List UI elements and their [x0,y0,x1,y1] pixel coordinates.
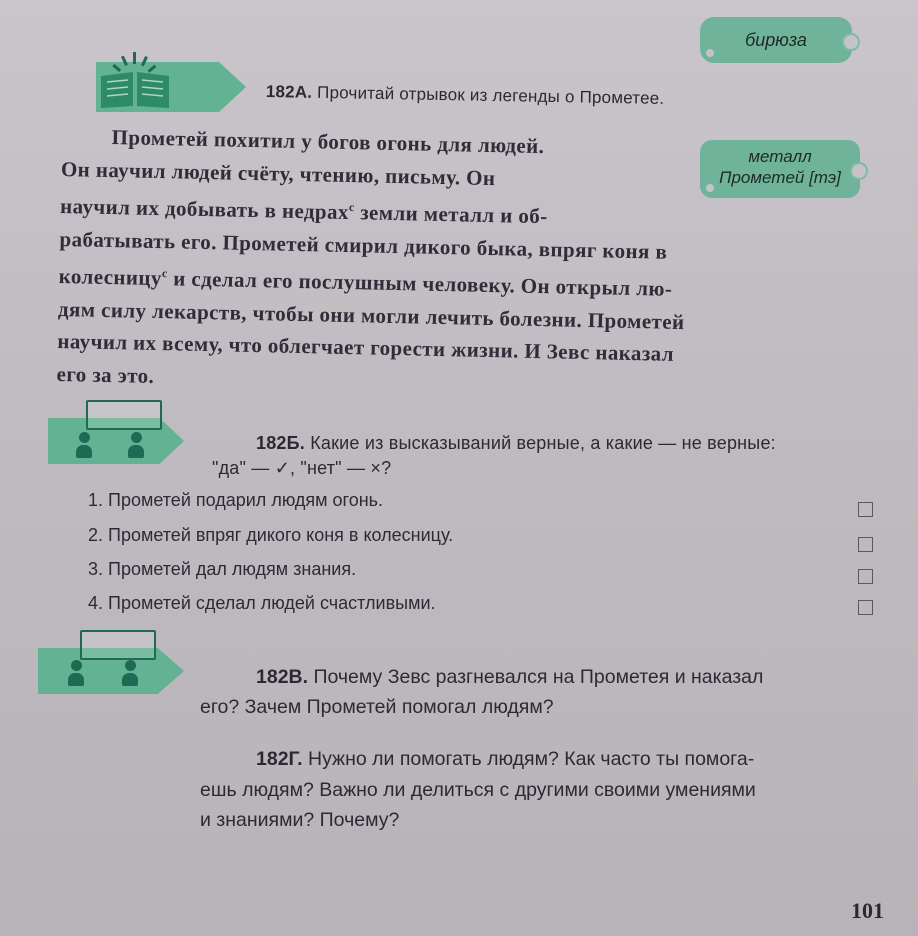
board-icon-b [86,400,162,430]
legend-sup-2: с [161,266,168,281]
legend-line-3a: научил их добывать в недрах [59,193,350,225]
task-182v-number: 182В. [256,666,309,688]
vocab-tag-top [700,17,852,63]
person-icon [122,660,138,686]
vocab-word-prometey: Прометей [тэ] [719,168,841,187]
task-182g-line1: Нужно ли помогать людям? Как часто ты помога- [308,748,755,770]
vocab-word-biryuza: бирюза [745,30,807,50]
statement-4: 4. Прометей сделал людей счастливыми. [88,593,436,613]
task-182a-instruction: Прочитай отрывок из легенды о Прометее. [316,82,665,108]
answer-checkbox-1[interactable] [858,502,873,517]
legend-line-1: Прометей похитил у богов огонь для людей. [111,125,545,159]
task-182b-instruction: Какие из высказываний верные, а какие — не верные: [310,433,776,453]
task-182v-line1: Почему Зевс разгневался на Прометея и наказал [313,666,764,688]
task-182b-heading [256,433,776,454]
legend-line-4: рабатывать его. Прометей смирил дикого быка, впряг коня в [59,226,668,264]
statement-1: 1. Прометей подарил людям огонь. [88,490,384,510]
task-182g-number: 182Г. [256,748,303,770]
person-icon [76,432,92,458]
page-number: 101 [851,898,884,923]
legend-line-2: Он научил людей счёту, чтению, письму. Он [60,156,496,190]
task-182g-line2: ешь людям? Важно ли делиться с другими своими умениями [200,779,756,801]
board-icon-v [80,630,156,660]
answer-checkbox-3[interactable] [858,569,873,584]
vocab-word-metall: металл [748,147,812,166]
legend-line-5b: и сделал его послушным человеку. Он открыл лю- [172,266,673,301]
task-182g-text [256,745,754,774]
task-182v-line2: его? Зачем Прометей помогал людям? [200,696,554,718]
legend-line-8: его за это. [56,361,155,388]
answer-checkbox-4[interactable] [858,600,873,615]
legend-sup-1: с [348,200,355,215]
task-182b-number: 182Б. [256,433,305,453]
task-182v-text [256,663,763,692]
legend-passage [56,120,871,407]
statement-3: 3. Прометей дал людям знания. [88,559,357,579]
statement-2: 2. Прометей впряг дикого коня в колесницу. [88,525,454,545]
task-182a-number: 182А. [265,82,313,102]
legend-line-7: научил их всему, что облегчает горести жизни. И Зевс наказал [57,328,675,366]
legend-line-3b: земли металл и об- [359,200,548,229]
task-182g-line3: и знаниями? Почему? [200,809,400,831]
legend-line-5a: колесницу [58,263,163,291]
task-182a-heading [266,82,665,109]
person-icon [68,660,84,686]
legend-line-6: дям силу лекарств, чтобы они могли лечить болезни. Прометей [57,296,685,334]
person-icon [128,432,144,458]
open-book-icon [95,50,175,110]
task-182b-instruction-2: "да" — ✓, "нет" — ×? [212,458,392,478]
answer-checkbox-2[interactable] [858,537,873,552]
